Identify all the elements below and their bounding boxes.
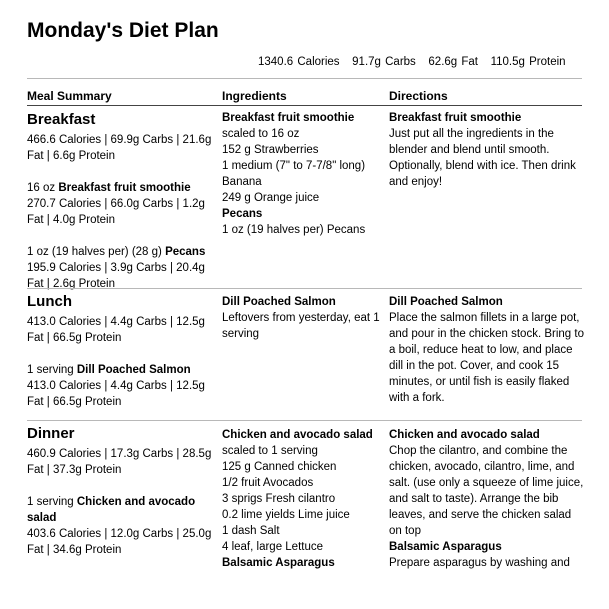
direction-text: Just put all the ingredients in the blender and blend until smooth. Optionally, blend with ice. Then drink and enjoy! [389,128,576,188]
item-nutrition: 403.6 Calories | 12.0g Carbs | 25.0g Fat | 34.6g Protein [27,528,212,556]
item-qty: 1 oz (19 halves per) (28 g) [27,246,162,258]
meal-summary-breakfast [27,110,215,292]
column-header-ingredients: Ingredients [222,89,287,103]
direction-recipe-title: Dill Poached Salmon [389,296,503,308]
ingredient-line: 1/2 fruit Avocados [222,477,314,489]
ingredient-recipe-title: Pecans [222,208,263,220]
meal-directions-breakfast [389,110,584,190]
ingredient-line: 4 leaf, large Lettuce [222,541,324,553]
item-nutrition: 195.9 Calories | 3.9g Carbs | 20.4g Fat | 2.6g Protein [27,262,205,290]
ingredient-line: 1 medium (7" to 7-7/8" long) Banana [222,160,366,188]
ingredient-line: 249 g Orange juice [222,192,320,204]
ingredient-line: 1 dash Salt [222,525,280,537]
meal-item [27,494,215,558]
ingredient-line: 152 g Strawberries [222,144,319,156]
meal-item [27,362,215,410]
meal-item [27,244,215,292]
meal-total: 413.0 Calories | 4.4g Carbs | 12.5g Fat | 66.5g Protein [27,316,205,344]
page-title: Monday's Diet Plan [27,19,219,42]
meal-directions-lunch [389,294,584,406]
meal-ingredients-breakfast [222,110,382,238]
total-carbs: 91.7g Carbs [352,56,416,68]
meal-total: 466.6 Calories | 69.9g Carbs | 21.6g Fat | 6.6g Protein [27,134,212,162]
item-nutrition: 270.7 Calories | 66.0g Carbs | 1.2g Fat | 4.0g Protein [27,198,205,226]
item-qty: 1 serving [27,496,74,508]
item-name: Dill Poached Salmon [76,364,191,376]
ingredient-line: scaled to 1 serving [222,445,318,457]
ingredient-recipe-title: Dill Poached Salmon [222,296,336,308]
meal-name: Lunch [27,293,72,310]
item-name: Breakfast fruit smoothie [58,182,191,194]
item-name: Pecans [165,246,206,258]
ingredient-line: 3 sprigs Fresh cilantro [222,493,336,505]
ingredient-line: 1 oz (19 halves per) Pecans [222,224,366,236]
item-qty: 1 serving [27,364,74,376]
column-header-directions: Directions [389,89,448,103]
ingredient-line: scaled to 16 oz [222,128,300,140]
total-calories: 1340.6 Calories [258,56,340,68]
meal-item [27,180,215,228]
column-header-summary: Meal Summary [27,89,112,103]
direction-recipe-title: Balsamic Asparagus [389,541,502,553]
meal-directions-dinner [389,427,584,571]
item-name: Chicken and avocado salad [27,496,196,524]
meal-summary-dinner [27,424,215,558]
meal-divider [27,420,582,421]
ingredient-line: 125 g Canned chicken [222,461,337,473]
ingredient-line: Leftovers from yesterday, eat 1 serving [222,312,380,340]
direction-recipe-title: Chicken and avocado salad [389,429,540,441]
direction-recipe-title: Breakfast fruit smoothie [389,112,522,124]
item-qty: 16 oz [27,182,56,194]
ingredient-recipe-title: Balsamic Asparagus [222,557,335,569]
direction-text: Place the salmon fillets in a large pot, and pour in the chicken stock. Bring to a boil, reduce heat to low, and place dill in the pot. Cover, and cook 15 minutes, or until fish is easily flaked with a fork. [389,312,584,404]
item-nutrition: 413.0 Calories | 4.4g Carbs | 12.5g Fat | 66.5g Protein [27,380,205,408]
total-protein: 110.5g Protein [490,56,566,68]
ingredient-recipe-title: Breakfast fruit smoothie [222,112,355,124]
meal-ingredients-dinner [222,427,382,571]
meal-name: Breakfast [27,111,96,128]
ingredient-line: 0.2 lime yields Lime juice [222,509,350,521]
direction-text: Prepare asparagus by washing and [389,557,570,569]
meal-ingredients-lunch [222,294,382,342]
meal-divider [27,288,582,289]
total-fat: 62.6g Fat [428,56,478,68]
meal-summary-lunch [27,292,215,410]
meal-name: Dinner [27,425,75,442]
meal-total: 460.9 Calories | 17.3g Carbs | 28.5g Fat | 37.3g Protein [27,448,212,476]
direction-text: Chop the cilantro, and combine the chicken, avocado, cilantro, lime, and salt. (use only a squeeze of lime juice, and salt to taste). Arrange the bib leaves, and serve the chicken salad on top [389,445,584,537]
ingredient-recipe-title: Chicken and avocado salad [222,429,373,441]
